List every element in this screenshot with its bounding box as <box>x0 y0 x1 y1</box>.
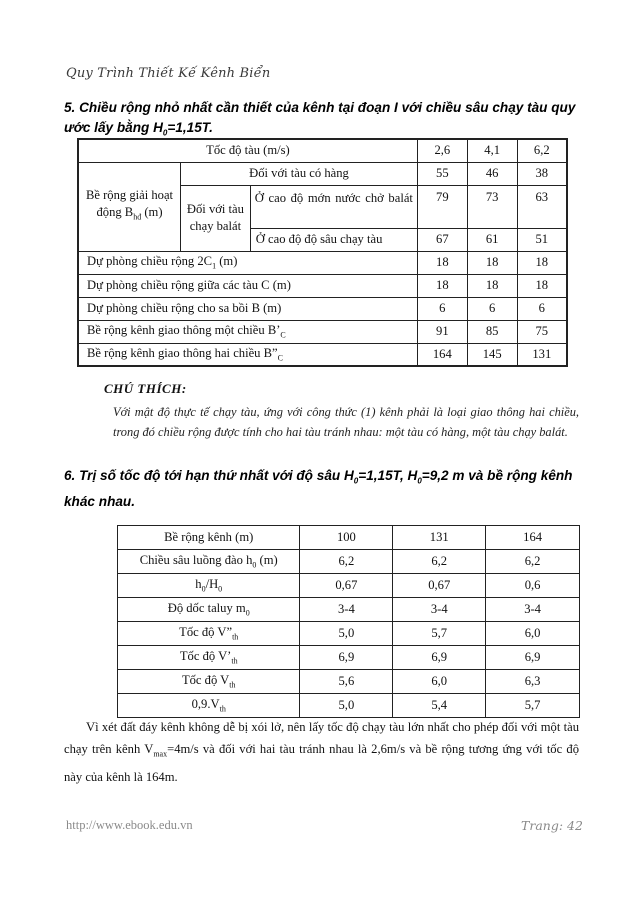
row-label: Tốc độ $V_{th}$ <box>118 670 300 694</box>
table-row <box>78 251 567 274</box>
cell: 73 <box>467 185 517 228</box>
cell: 38 <box>517 162 567 185</box>
cell: 6,9 <box>393 646 486 670</box>
cell: 5,0 <box>300 694 393 718</box>
table-row <box>78 297 567 320</box>
table-row <box>118 646 580 670</box>
table-row <box>78 320 567 343</box>
cell: 46 <box>467 162 517 185</box>
table-row <box>118 574 580 598</box>
table-row <box>78 274 567 297</box>
ballast-label: Đối với tàu chạy balát <box>181 185 251 251</box>
cell: 145 <box>467 343 517 366</box>
cell: 131 <box>517 343 567 366</box>
table-row <box>118 550 580 574</box>
cell: 6,2 <box>486 550 580 574</box>
conclusion-paragraph: Vì xét đất đáy kênh không dễ bị xói lở, nên lấy tốc độ chạy tàu lớn nhất cho phép đối với một tàu chạy trên kênh $V_{max}=4m/s$ và đối với hai tàu tránh nhau là 2,6m/s và bề rộng tương ứng với tốc độ này của kênh là 164m. <box>64 720 579 784</box>
row-label: Bề rộng kênh (m) <box>118 526 300 550</box>
cell: 51 <box>517 228 567 251</box>
cell: 100 <box>300 526 393 550</box>
cell: 18 <box>467 274 517 297</box>
cargo-row <box>78 162 567 185</box>
cell: 6,0 <box>393 670 486 694</box>
cargo-label: Đối với tàu có hàng <box>181 162 418 185</box>
note-body: Với mật độ thực tế chạy tàu, ứng với công thức (1) kênh phải là loại giao thông hai chiều, trong đó chiều rộng được tính cho hai tàu tránh nhau: một tàu có hàng, một tàu chạy balát. <box>113 405 579 439</box>
row-label: Dự phòng chiều rộng cho sa bồi B (m) <box>78 297 417 320</box>
cell: 67 <box>417 228 467 251</box>
cell: 6,9 <box>486 646 580 670</box>
row-label: $h_0/H_0$ <box>118 574 300 598</box>
cell: 18 <box>467 251 517 274</box>
cell: 0,67 <box>393 574 486 598</box>
cell: 85 <box>467 320 517 343</box>
speed-row <box>78 139 567 162</box>
cell: 6,0 <box>486 622 580 646</box>
depth-label: Ở cao độ độ sâu chạy tàu <box>250 228 417 251</box>
cell: 3-4 <box>393 598 486 622</box>
cell: 55 <box>417 162 467 185</box>
row-label: Dự phòng chiều rộng $2C_1$ (m) <box>78 251 417 274</box>
cell: 6 <box>417 297 467 320</box>
cell: 6,2 <box>393 550 486 574</box>
speed-value: 2,6 <box>417 139 467 162</box>
shallow-draft-label: Ở cao độ mớn nước chở balát <box>250 185 417 228</box>
cell: 5,7 <box>393 622 486 646</box>
row-label: Bề rộng kênh giao thông một chiều $B’_C$ <box>78 320 417 343</box>
cell: 5,6 <box>300 670 393 694</box>
speed-value: 6,2 <box>517 139 567 162</box>
footer-link[interactable]: http://www.ebook.edu.vn <box>66 818 193 832</box>
width-table <box>77 138 568 367</box>
cell: 3-4 <box>486 598 580 622</box>
cell: 0,6 <box>486 574 580 598</box>
cell: 3-4 <box>300 598 393 622</box>
row-label: Bề rộng kênh giao thông hai chiều $B”_C$ <box>78 343 417 366</box>
row-label: Tốc độ $V”_{th}$ <box>118 622 300 646</box>
cell: 6 <box>467 297 517 320</box>
cell: 0,67 <box>300 574 393 598</box>
table-row <box>118 598 580 622</box>
critical-speed-table <box>117 525 580 718</box>
document-header: Quy Trình Thiết Kế Kênh Biển <box>66 66 271 81</box>
page-number: Trang: 42 <box>521 818 583 833</box>
cell: 18 <box>517 251 567 274</box>
cell: 6,9 <box>300 646 393 670</box>
table-row <box>118 622 580 646</box>
section-5-heading: 5. Chiều rộng nhỏ nhất cần thiết của kênh tại đoạn I với chiều sâu chạy tàu quy ước lấy bằng $H_0=1,15T$. <box>64 100 576 138</box>
row-label: Độ dốc taluy $m_0$ <box>118 598 300 622</box>
section-6-heading: 6. Trị số tốc độ tới hạn thứ nhất với độ sâu $H_0=1,15T$, $H_0=9,2$ m và bề rộng kênh khác nhau. <box>64 468 573 509</box>
cell: 164 <box>417 343 467 366</box>
cell: 6,3 <box>486 670 580 694</box>
table-row <box>118 526 580 550</box>
cell: 63 <box>517 185 567 228</box>
cell: 75 <box>517 320 567 343</box>
table-row <box>118 670 580 694</box>
cell: 5,7 <box>486 694 580 718</box>
note-title: CHÚ THÍCH: <box>104 381 187 396</box>
operating-width-label: Bề rộng giải hoạt động $B_{hđ}$ (m) <box>78 162 181 251</box>
row-label: Dự phòng chiều rộng giữa các tàu C (m) <box>78 274 417 297</box>
cell: 6,2 <box>300 550 393 574</box>
cell: 5,4 <box>393 694 486 718</box>
speed-value: 4,1 <box>467 139 517 162</box>
cell: 79 <box>417 185 467 228</box>
cell: 5,0 <box>300 622 393 646</box>
row-label: $0,9.V_{th}$ <box>118 694 300 718</box>
cell: 164 <box>486 526 580 550</box>
cell: 18 <box>517 274 567 297</box>
table-row <box>78 343 567 366</box>
cell: 18 <box>417 274 467 297</box>
cell: 131 <box>393 526 486 550</box>
row-label: Tốc độ $V’_{th}$ <box>118 646 300 670</box>
table-row <box>118 694 580 718</box>
cell: 6 <box>517 297 567 320</box>
cell: 61 <box>467 228 517 251</box>
row-label: Chiều sâu luồng đào $h_0$ (m) <box>118 550 300 574</box>
cell: 91 <box>417 320 467 343</box>
cell: 18 <box>417 251 467 274</box>
speed-label: Tốc độ tàu (m/s) <box>78 139 417 162</box>
